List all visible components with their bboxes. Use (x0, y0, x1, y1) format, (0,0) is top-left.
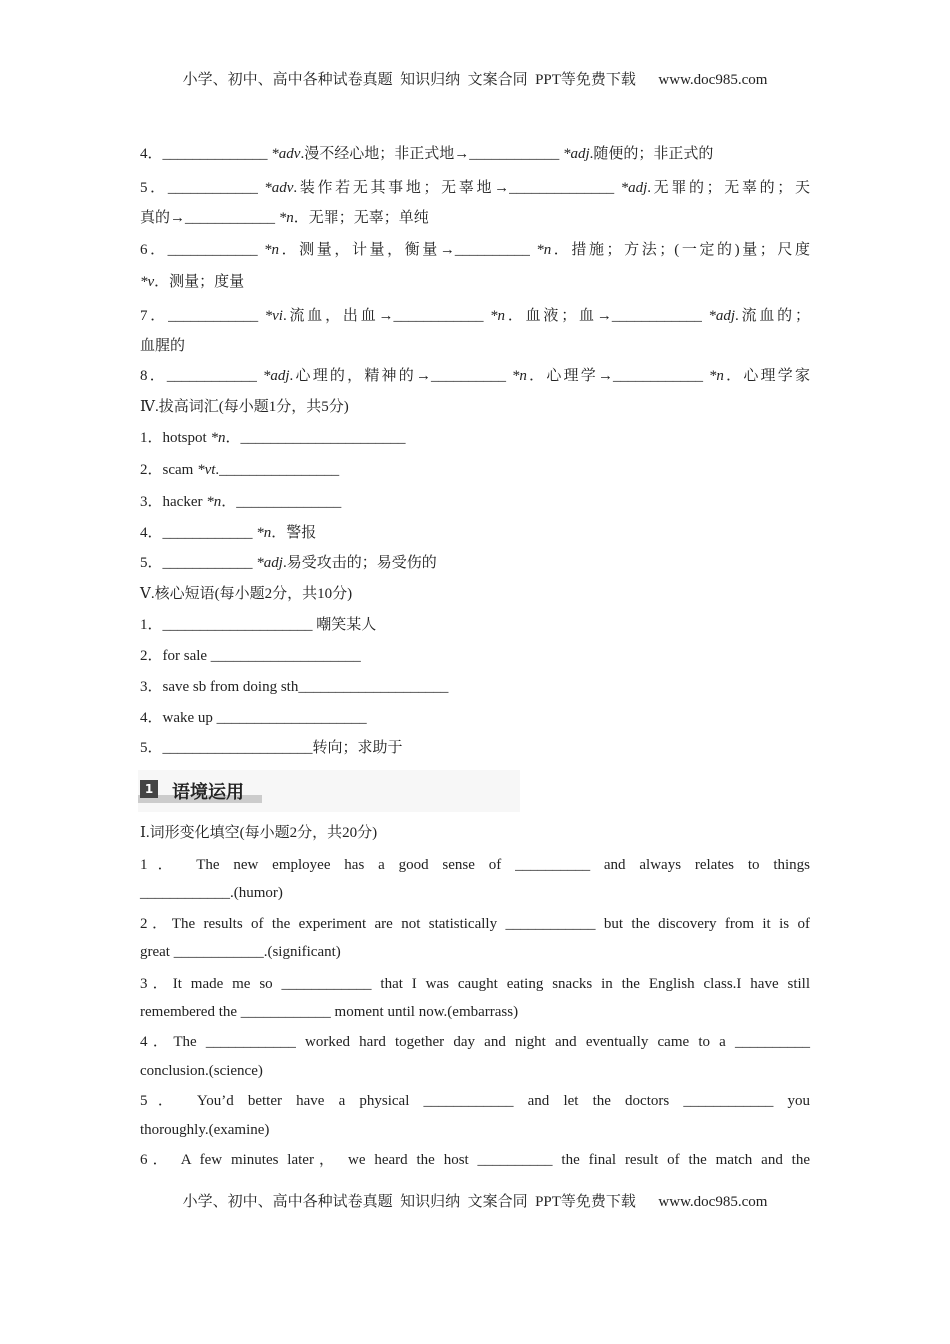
text-line (140, 914, 810, 934)
text-segment: ____________.(humor) (140, 885, 283, 901)
text-segment: conclusion.(science) (140, 1063, 263, 1079)
text-segment: .无罪的；无辜的；天 (647, 180, 810, 196)
part-of-speech: *n (536, 242, 552, 258)
text-segment: 5．____________ (140, 555, 257, 571)
text-line (140, 336, 810, 356)
text-segment: ．警报 (271, 525, 317, 541)
text-segment: Ⅴ.核心短语(每小题2分，共10分) (140, 586, 353, 602)
text-line (140, 677, 810, 697)
part-of-speech: *vt (197, 462, 216, 478)
text-segment: 8．____________ (140, 368, 263, 384)
text-segment: 7．____________ (140, 308, 265, 324)
text-segment: ．心理学→____________ (526, 368, 709, 384)
text-segment: 2．for sale ____________________ (140, 648, 361, 664)
text-segment: ．______________ (221, 494, 342, 510)
text-segment: great ____________.(significant) (140, 944, 341, 960)
text-segment: 5．____________ (140, 180, 265, 196)
text-segment: remembered the ____________ moment until now.(embarrass) (140, 1004, 519, 1020)
text-segment: 4．______________ (140, 146, 272, 162)
text-line (140, 553, 810, 573)
text-line (140, 883, 810, 903)
text-segment: 6． A few minutes later， we heard the host __________ the final result of the match and the (140, 1152, 810, 1168)
text-segment: ．心理学家 (723, 368, 810, 384)
text-segment: .装作若无其事地；无辜地→______________ (293, 180, 621, 196)
text-segment: 1．hotspot (140, 430, 211, 446)
part-of-speech: *adv (264, 180, 294, 196)
text-line (140, 306, 810, 326)
text-line (140, 855, 810, 875)
text-line (140, 1150, 810, 1170)
text-line (140, 1120, 810, 1140)
text-line (140, 272, 810, 292)
text-line (140, 208, 810, 228)
text-line (140, 523, 810, 543)
part-of-speech: *adj (620, 180, 648, 196)
text-segment: Ⅳ.拔高词汇(每小题1分，共5分) (140, 399, 349, 415)
part-of-speech: *vi (264, 308, 283, 324)
part-of-speech: *adj (256, 555, 283, 571)
text-line (140, 974, 810, 994)
text-segment: ．血液；血→____________ (505, 308, 709, 324)
text-segment: 4．wake up ____________________ (140, 710, 367, 726)
section-title: 语境运用 (172, 782, 244, 803)
text-segment: .漫不经心地；非正式地→____________ (300, 146, 563, 162)
text-segment: thoroughly.(examine) (140, 1122, 270, 1138)
text-segment: ．无罪；无辜；单纯 (293, 210, 429, 226)
text-line (140, 460, 810, 480)
text-line (140, 366, 810, 386)
text-line (140, 1002, 810, 1022)
text-segment: ．测量，计量，衡量→__________ (279, 242, 537, 258)
page-header: 小学、初中、高中各种试卷真题 知识归纳 文案合同 PPT等免费下载 www.doc985.com (182, 72, 768, 88)
text-segment: ．测量；度量 (154, 274, 245, 290)
text-line (140, 1032, 810, 1052)
part-of-speech: *n (490, 308, 506, 324)
part-of-speech: *n (511, 368, 527, 384)
text-line (140, 615, 810, 635)
text-segment: 1． The new employee has a good sense of __________ and always relates to things (140, 857, 810, 873)
text-segment: .随便的；非正式的 (589, 146, 714, 162)
section-number-icon: 1 (140, 780, 158, 798)
text-segment: 3．save sb from doing sth____________________ (140, 679, 449, 695)
text-line (140, 823, 810, 843)
text-segment: Ⅰ.词形变化填空(每小题2分，共20分) (140, 825, 378, 841)
text-segment: .流血的； (735, 308, 810, 324)
text-segment: .心理的，精神的→__________ (289, 368, 512, 384)
text-segment: 4．____________ (140, 525, 257, 541)
text-segment: 3．It made me so ____________ that I was caught eating snacks in the English class.I have still (140, 976, 810, 992)
text-line (140, 428, 810, 448)
text-segment: 6．____________ (140, 242, 265, 258)
part-of-speech: *n (264, 242, 280, 258)
part-of-speech: *v (140, 274, 155, 290)
text-line (140, 584, 810, 604)
text-segment: 3．hacker (140, 494, 207, 510)
text-segment: 5． You’d better have a physical ____________ and let the doctors ____________ you (140, 1093, 810, 1109)
text-line (140, 492, 810, 512)
part-of-speech: *n (210, 430, 226, 446)
text-segment: .________________ (215, 462, 340, 478)
text-segment: 4．The ____________ worked hard together day and night and eventually came to a __________ (140, 1034, 810, 1050)
part-of-speech: *n (278, 210, 294, 226)
text-segment: .易受攻击的；易受伤的 (282, 555, 437, 571)
text-line (140, 1061, 810, 1081)
text-line (140, 397, 810, 417)
text-line (140, 1091, 810, 1111)
text-segment: 2．scam (140, 462, 198, 478)
text-segment: 血腥的 (140, 338, 186, 354)
text-line (140, 942, 810, 962)
text-segment: ．______________________ (225, 430, 406, 446)
text-segment: 1．____________________ 嘲笑某人 (140, 617, 377, 633)
part-of-speech: *n (708, 368, 724, 384)
text-line (140, 144, 810, 164)
text-line (140, 738, 810, 758)
text-segment: 真的→____________ (140, 210, 279, 226)
text-segment: 5．____________________转向；求助于 (140, 740, 403, 756)
text-segment: .流血，出血→____________ (282, 308, 491, 324)
part-of-speech: *n (256, 525, 272, 541)
text-segment: ．措施；方法；(一定的)量；尺度 (551, 242, 810, 258)
text-line (140, 240, 810, 260)
part-of-speech: *adj (562, 146, 590, 162)
part-of-speech: *n (206, 494, 222, 510)
page-footer: 小学、初中、高中各种试卷真题 知识归纳 文案合同 PPT等免费下载 www.doc985.com (182, 1194, 768, 1210)
part-of-speech: *adv (271, 146, 301, 162)
text-segment: 2．The results of the experiment are not statistically ____________ but the discovery from it is of (140, 916, 810, 932)
text-line (140, 708, 810, 728)
part-of-speech: *adj (708, 308, 736, 324)
part-of-speech: *adj (262, 368, 290, 384)
text-line (140, 178, 810, 198)
text-line (140, 646, 810, 666)
